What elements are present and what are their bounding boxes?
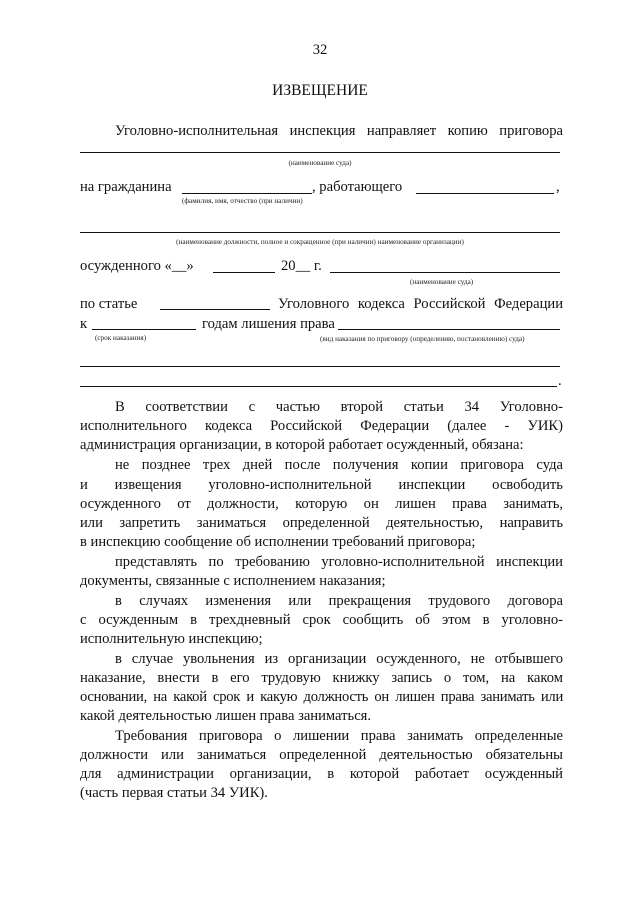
word: соответствии [145,399,228,415]
paragraph-2-line-2 [80,476,563,494]
paragraph-2-line-5: в инспекцию сообщение об исполнении требований приговора; [80,534,476,550]
word: 34 [464,399,480,415]
paragraph-6-line-4: (часть первая статьи 34 УИК). [80,785,268,801]
hint-court-2: (наименование суда) [410,278,474,286]
paragraph-4-line-2: с осужденным в трехдневный срок сообщить об этом в уголовно- [80,612,563,628]
hint-organization: (наименование должности, полное и сокращенное (при наличии) наименование организации) [176,238,464,246]
paragraph-2-line-3: осужденного от должности, которую он лишен права занимать, [80,496,563,512]
word: и [80,477,88,493]
word: уголовно-исполнительной [208,477,372,493]
label-rabotayushchego: , работающего [312,179,403,195]
label-po-state: по статье [80,296,138,312]
paragraph-2-line-4: или запретить заниматься определенной деятельностью, направить [80,515,563,531]
paragraph-4-line-1: в случаях изменения или прекращения трудового договора [115,593,563,609]
label-na-grazhdanina: на гражданина [80,179,172,195]
blank-line-2[interactable] [80,386,557,387]
document-title: ИЗВЕЩЕНИЕ [272,82,368,99]
term-line[interactable] [92,329,196,330]
paragraph-6-line-3: для администрации организации, в которой работает осужденный [80,766,563,782]
label-godam: годам лишения права [202,316,335,332]
label-ugolovnogo-kodeksa: Уголовного кодекса Российской Федерации [278,296,563,312]
paragraph-3-line-1: представлять по требованию уголовно-исполнительной инспекции [115,554,563,570]
paragraph-6-line-1: Требования приговора о лишении права занимать определенные [115,728,563,744]
paragraph-3-line-2: документы, связанные с исполнением наказания; [80,573,386,589]
intro-text: Уголовно-исполнительная инспекция направляет копию приговора [115,123,563,139]
paragraph-2-line-1: не позднее трех дней после получения копии приговора суда [115,457,563,473]
paragraph-6-line-2: должности или заниматься определенной деятельностью обязательны [80,747,563,763]
word: с [248,399,256,415]
word: Уголовно- [499,399,563,415]
punishment-type-line[interactable] [338,329,560,330]
blank-line-1[interactable] [80,366,560,367]
word: частью [275,399,320,415]
month-line[interactable] [213,272,275,273]
hint-punishment-type: (вид наказания по приговору (определению, постановлению) суда) [320,335,525,343]
paragraph-1-line-2: исполнительного кодекса Российской Федерации (далее - УИК) [80,418,563,434]
paragraph-1-line-3: администрация организации, в которой работает осужденный, обязана: [80,437,524,453]
court-name-line[interactable] [80,152,560,153]
word: второй [340,399,384,415]
intro-line [115,122,563,140]
paragraph-5-line-3: основании, на какой срок и какую должность он лишен права занимать или [80,689,563,705]
label-osuzhdennogo: осужденного «__» [80,258,194,274]
workplace-line[interactable] [416,193,554,194]
citizen-name-line[interactable] [182,193,312,194]
label-year: 20__ г. [281,258,322,274]
page-number: 32 [312,42,328,58]
comma: , [556,179,560,195]
article-line[interactable] [160,309,270,310]
word: В [115,399,125,415]
paragraph-4-line-3: исполнительную инспекцию; [80,631,263,647]
label-k: к [80,316,88,332]
hint-term: (срок наказания) [95,334,147,342]
hint-fio: (фамилия, имя, отчество (при наличии) [182,197,303,205]
paragraph-1-line-1 [115,398,563,416]
word: статьи [403,399,444,415]
paragraph-5-line-4: какой деятельностью лишен права заниматься. [80,708,372,724]
hint-court: (наименование суда) [288,159,352,167]
organization-line[interactable] [80,232,560,233]
word: инспекции [398,477,466,493]
paragraph-5-line-2: наказание, внести в его трудовую книжку запись о том, на каком [80,670,563,686]
paragraph-5-line-1: в случае увольнения из организации осужденного, не отбывшего [115,651,563,667]
final-period: . [558,373,562,389]
word: извещения [114,477,182,493]
word: освободить [492,477,563,493]
court-name-line-2[interactable] [330,272,560,273]
